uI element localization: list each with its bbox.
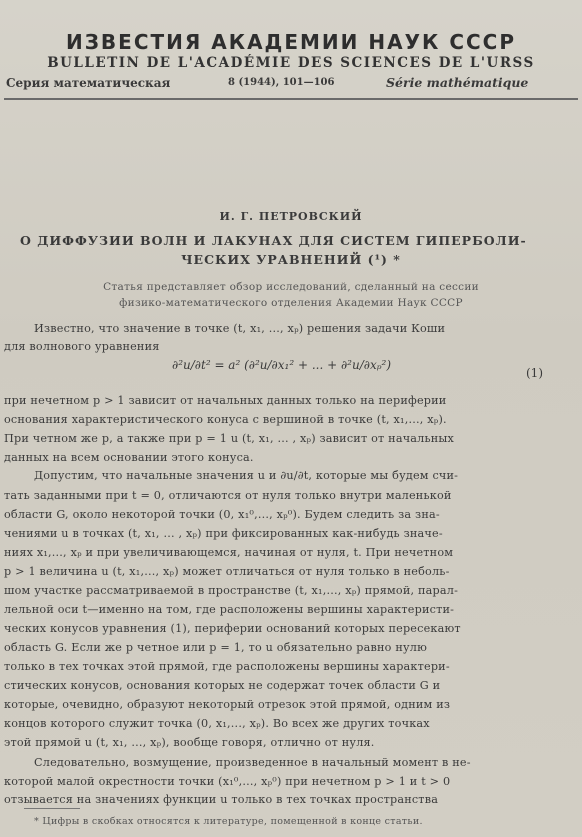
abstract-line: Статья представляет обзор исследований, сделанный на сессии	[103, 281, 479, 293]
body-line: Следовательно, возмущение, произведенное в начальный момент в не-	[34, 756, 471, 769]
journal-subtitle: BULLETIN DE L'ACADÉMIE DES SCIENCES DE L'URSS	[47, 55, 535, 71]
body-line: чениями u в точках (t, x₁, ... , xₚ) при фиксированных как-нибудь значе-	[4, 527, 443, 540]
equation-number: (1)	[526, 366, 543, 380]
body-line: данных на всем основании этого конуса.	[4, 451, 254, 464]
series-french: Série mathématique	[386, 75, 529, 90]
footnote: * Цифры в скобках относятся к литературе, помещенной в конце статьи.	[34, 816, 423, 827]
journal-title: ИЗВЕСТИЯ АКАДЕМИИ НАУК СССР	[65, 30, 517, 54]
body-line: область G. Если же p четное или p = 1, то u обязательно равно нулю	[4, 641, 428, 654]
body-line: отзывается на значениях функции u только в тех точках пространства	[4, 793, 439, 806]
body-line: ческих конусов уравнения (1), периферии оснований которых пересекают	[4, 622, 461, 635]
article-title-line: ЧЕСКИХ УРАВНЕНИЙ (¹) *	[181, 252, 401, 267]
body-line: тать заданными при t = 0, отличаются от нуля только внутри маленькой	[4, 489, 452, 502]
series-russian: Серия математическая	[6, 76, 171, 90]
body-line: концов которого служит точка (0, x₁,..., xₚ). Во всех же других точках	[4, 717, 430, 730]
body-line: шом участке рассматриваемой в пространстве (t, x₁,..., xₚ) прямой, парал-	[4, 584, 459, 597]
body-line: Допустим, что начальные значения u и ∂u/∂t, которые мы будем счи-	[34, 469, 459, 482]
author: И. Г. ПЕТРОВСКИЙ	[219, 210, 363, 223]
header-rule	[4, 98, 578, 100]
issue-info: 8 (1944), 101—106	[228, 77, 335, 88]
abstract-line: физико-математического отделения Академии Наук СССР	[119, 297, 463, 309]
body-line: основания характеристического конуса с вершиной в точке (t, x₁,..., xₚ).	[4, 413, 447, 426]
body-line: которой малой окрестности точки (x₁⁰,..., xₚ⁰) при нечетном p > 1 и t > 0	[4, 775, 451, 788]
body-line: только в тех точках этой прямой, где расположены вершины характери-	[4, 660, 450, 673]
body-line: этой прямой u (t, x₁, ..., xₚ), вообще говоря, отлично от нуля.	[4, 736, 375, 749]
footnote-rule	[24, 808, 80, 809]
article-title-line: О ДИФФУЗИИ ВОЛН И ЛАКУНАХ ДЛЯ СИСТЕМ ГИПЕРБОЛИ-	[20, 233, 527, 248]
body-line: Известно, что значение в точке (t, x₁, ..., xₚ) решения задачи Коши	[34, 322, 446, 335]
body-line: которые, очевидно, образуют некоторый отрезок этой прямой, одним из	[4, 698, 451, 711]
body-line: при нечетном p > 1 зависит от начальных данных только на периферии	[4, 394, 447, 407]
body-line: стических конусов, основания которых не содержат точек области G и	[4, 679, 441, 692]
wave-equation: ∂²u/∂t² = a² (∂²u/∂x₁² + ... + ∂²u/∂xₚ²)	[172, 358, 392, 372]
body-line: области G, около некоторой точки (0, x₁⁰,..., xₚ⁰). Будем следить за зна-	[4, 508, 440, 521]
body-line: для волнового уравнения	[4, 340, 160, 353]
body-line: При четном же p, а также при p = 1 u (t, x₁, ... , xₚ) зависит от начальных	[4, 432, 455, 445]
body-line: ниях x₁,..., xₚ и при увеличивающемся, начиная от нуля, t. При нечетном	[4, 546, 454, 559]
body-line: p > 1 величина u (t, x₁,..., xₚ) может отличаться от нуля только в неболь-	[4, 565, 450, 578]
body-line: лельной оси t—именно на том, где расположены вершины характеристи-	[4, 603, 455, 616]
